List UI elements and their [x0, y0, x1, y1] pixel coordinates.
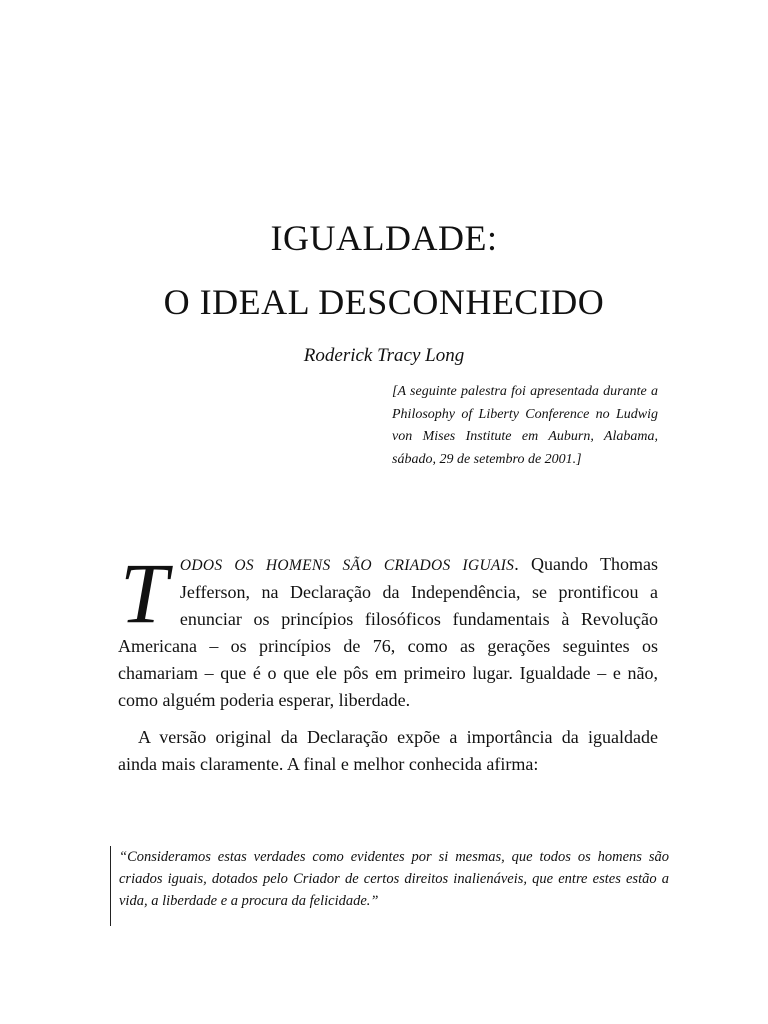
paragraph-2: A versão original da Declaração expõe a importância da igualdade ainda mais claramente. A final e melhor conhecida afirma:: [118, 727, 658, 774]
quote-text: “Consideramos estas verdades como evidentes por si mesmas, que todos os homens são criados iguais, dotados pelo Criador de certos direitos inalienáveis, que entre estes estão a vida, a liberdade e a procura da felicidade.”: [119, 849, 669, 909]
paragraph-1-text: . Quando Thomas Jefferson, na Declaração da Independência, se prontificou a enunciar os princípios filosóficos fundamentais à Revolução Americana – os princípios de 76, como as gerações seguintes os chamariam – que é o que ele pôs em primeiro lugar. Igualdade – e não, como alguém poderia esperar, liberdade.: [118, 554, 658, 710]
opening-caps: ODOS OS HOMENS SÃO CRIADOS IGUAIS: [179, 557, 515, 574]
lecture-note: [A seguinte palestra foi apresentada durante a Philosophy of Liberty Conference no Ludwig von Mises Institute em Auburn, Alabama, sábado, 29 de setembro de 2001.]: [392, 384, 658, 467]
title-line-1: IGUALDADE:: [270, 218, 498, 258]
article-body: [118, 545, 658, 778]
block-quote: [110, 846, 669, 926]
drop-cap: T: [120, 545, 168, 641]
paragraph-1: [118, 545, 658, 714]
author-name: Roderick Tracy Long: [303, 345, 465, 366]
title-line-2: O IDEAL DESCONHECIDO: [163, 282, 605, 322]
